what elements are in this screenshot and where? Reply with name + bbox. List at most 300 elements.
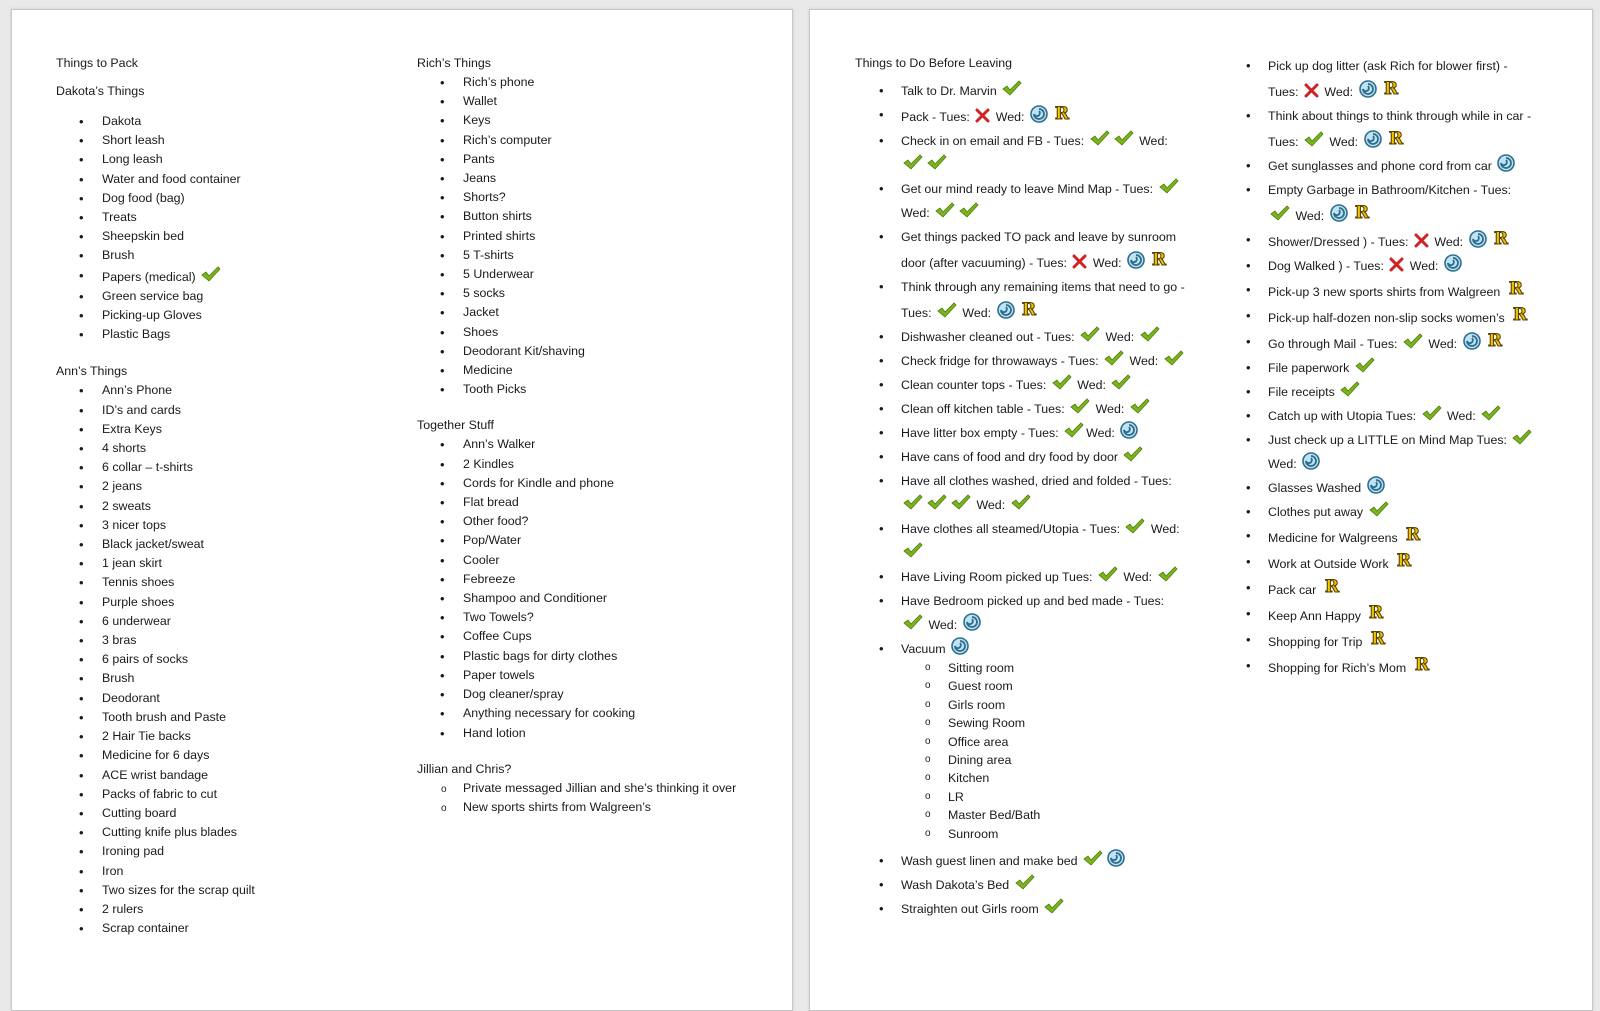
list-item	[56, 516, 376, 535]
list-item	[56, 804, 376, 823]
checkmark-icon	[903, 614, 923, 631]
todo-text: Wed:	[1320, 85, 1357, 99]
list-item	[417, 704, 747, 723]
red-x-icon	[975, 108, 990, 123]
list-item	[417, 111, 747, 130]
list-item	[417, 435, 747, 454]
todo-item	[1222, 476, 1537, 500]
todo-text: Wed:	[1126, 354, 1162, 368]
checkmark-icon	[927, 154, 947, 171]
item-text: Deodorant Kit/shaving	[463, 343, 585, 358]
blue-swirl-icon	[1444, 254, 1462, 272]
checkmark-icon	[903, 154, 923, 171]
list-item	[56, 862, 376, 881]
checkmark-icon	[1158, 566, 1178, 583]
item-text: Medicine for 6 days	[102, 748, 210, 763]
checkmark-icon	[927, 494, 947, 511]
list-item	[417, 227, 747, 246]
item-text: ACE wrist bandage	[102, 767, 209, 782]
todo-text: Think through any remaining items that need to go - Tues:	[901, 280, 1185, 320]
item-text: Extra Keys	[102, 421, 162, 436]
todo-text: Clean counter tops - Tues:	[901, 378, 1050, 392]
list-item	[56, 477, 376, 496]
blue-swirl-icon	[1469, 230, 1487, 248]
list-item	[56, 420, 376, 439]
list-item	[417, 380, 747, 399]
list-item	[56, 497, 376, 516]
item-text: Rich’s phone	[463, 75, 535, 89]
item-text: Shorts?	[463, 190, 506, 205]
item-text: New sports shirts from Walgreen’s	[463, 799, 651, 814]
list-item	[417, 570, 747, 589]
blue-swirl-icon	[1364, 130, 1382, 148]
rich-r-icon	[1052, 103, 1072, 123]
todo-item	[1222, 254, 1537, 278]
item-text: Sheepskin bed	[102, 229, 184, 244]
item-text: 4 shorts	[102, 441, 147, 456]
list-item	[56, 401, 376, 420]
todo-text: Dishwasher cleaned out - Tues:	[901, 330, 1079, 344]
todo-text: Have clothes all steamed/Utopia - Tues:	[901, 522, 1124, 536]
list-item	[417, 493, 747, 512]
checkmark-icon	[1270, 205, 1290, 222]
item-text: Brush	[102, 671, 135, 686]
todo-item	[855, 275, 1190, 325]
svg-text:R: R	[1021, 300, 1036, 319]
svg-text:R: R	[1508, 279, 1523, 298]
rich-r-icon	[1149, 249, 1169, 269]
item-text: 3 bras	[102, 633, 137, 648]
list-item	[56, 727, 376, 746]
blue-swirl-icon	[1030, 105, 1048, 123]
list-item	[417, 589, 747, 608]
list-item	[56, 650, 376, 669]
todo-list-2	[1222, 54, 1537, 680]
todo-item	[1222, 428, 1537, 476]
todo-item	[1222, 154, 1537, 178]
todo-item	[1222, 654, 1537, 680]
todo-text: Wed:	[1406, 259, 1442, 273]
list-item	[417, 455, 747, 474]
item-text: Green service bag	[102, 288, 204, 303]
todo-text: Have litter box empty - Tues:	[901, 426, 1063, 440]
checkmark-icon	[1369, 501, 1389, 518]
checkmark-icon	[1159, 178, 1179, 195]
checkmark-icon	[1070, 398, 1090, 415]
item-text: Ann’s Walker	[463, 437, 536, 452]
item-text: Cooler	[463, 552, 500, 567]
checkmark-icon	[1123, 446, 1143, 463]
jillian-heading: Jillian and Chris?	[417, 761, 512, 776]
item-text: Picking-up Gloves	[102, 308, 202, 323]
todo-text: File receipts	[1268, 385, 1339, 399]
todo-text: Check in on email and FB - Tues:	[901, 134, 1088, 148]
todo-text: Get our mind ready to leave Mind Map - Tues:	[901, 182, 1157, 196]
list-item	[417, 303, 747, 322]
list-item	[56, 593, 376, 612]
red-x-icon	[1414, 233, 1429, 248]
todo-text: Wed:	[1089, 256, 1126, 270]
item-text: Tooth Picks	[463, 382, 527, 397]
item-text: 5 T-shirts	[463, 247, 514, 262]
checkmark-icon	[1002, 80, 1022, 97]
checkmark-icon	[1340, 381, 1360, 398]
checkmark-icon	[1164, 350, 1184, 367]
todo-item	[855, 79, 1190, 103]
checkmark-icon	[1080, 326, 1100, 343]
list-item	[56, 573, 376, 592]
todo-item	[1222, 304, 1537, 330]
checkmark-icon	[1512, 429, 1532, 446]
rich-r-icon	[1381, 78, 1401, 98]
blue-swirl-icon	[1127, 251, 1145, 269]
blue-swirl-icon	[1367, 476, 1385, 494]
rich-r-icon	[1485, 330, 1505, 350]
item-text: Short leash	[102, 133, 165, 148]
item-text: Packs of fabric to cut	[102, 786, 218, 801]
item-text: Iron	[102, 863, 124, 878]
todo-text: Pack car	[1268, 583, 1320, 597]
list-item	[417, 284, 747, 303]
checkmark-icon	[1090, 130, 1110, 147]
list-item	[56, 881, 376, 900]
svg-text:R: R	[1414, 655, 1429, 674]
todo-item	[855, 325, 1190, 349]
checkmark-icon	[1064, 422, 1084, 439]
svg-text:R: R	[1151, 250, 1167, 269]
item-text: 1 jean skirt	[102, 556, 162, 571]
todo-item	[855, 849, 1190, 873]
todo-item	[855, 637, 1190, 843]
rich-r-icon	[1368, 628, 1388, 648]
list-item	[56, 535, 376, 554]
checkmark-icon	[937, 302, 957, 319]
room-item: o Office area	[901, 733, 1190, 751]
checkmark-icon	[959, 202, 979, 219]
item-text: Deodorant	[102, 690, 160, 705]
checkmark-icon	[201, 266, 221, 283]
list-item	[417, 73, 747, 92]
blue-swirl-icon	[1120, 421, 1138, 439]
todo-text: Wed:	[1424, 337, 1461, 351]
list-item	[417, 798, 747, 817]
list-item	[56, 170, 376, 189]
item-text: Medicine	[463, 363, 513, 378]
todo-item	[1222, 228, 1537, 254]
rich-list	[417, 73, 747, 399]
todo-item	[855, 103, 1190, 129]
room-item: o Guest room	[901, 677, 1190, 695]
item-text: 2 Hair Tie backs	[102, 729, 191, 744]
left-column-2	[417, 54, 747, 817]
dakota-list	[56, 112, 376, 344]
todo-text: File paperwork	[1268, 361, 1353, 375]
item-text: 5 socks	[463, 286, 506, 301]
list-item	[56, 631, 376, 650]
things-to-do-title: Things to Do Before Leaving	[855, 56, 1013, 70]
todo-text: Wed:	[1135, 134, 1168, 148]
todo-text: Empty Garbage in Bathroom/Kitchen - Tues:	[1268, 183, 1512, 197]
todo-text: Wash Dakota’s Bed	[901, 878, 1013, 893]
rich-r-icon	[1506, 278, 1526, 298]
todo-text: Wed:	[1092, 402, 1128, 416]
item-text: Pants	[463, 151, 495, 166]
svg-text:R: R	[1493, 229, 1508, 248]
checkmark-icon	[1044, 898, 1064, 915]
list-item	[417, 647, 747, 666]
todo-item	[1222, 628, 1537, 654]
item-text: Flat bread	[463, 495, 519, 510]
checkmark-icon	[935, 202, 955, 219]
todo-text: Wed:	[1443, 409, 1480, 423]
todo-text: Wed:	[1325, 135, 1362, 149]
todo-text: Clean off kitchen table - Tues:	[901, 402, 1069, 416]
checkmark-icon	[1403, 333, 1423, 350]
rich-r-icon	[1352, 202, 1372, 222]
dakota-heading: Dakota’s Things	[56, 84, 145, 98]
item-text: Febreeze	[463, 571, 516, 586]
item-text: Two Towels?	[463, 610, 534, 625]
item-text: Shoes	[463, 324, 499, 339]
checkmark-icon	[1140, 326, 1160, 343]
item-text: Cords for Kindle and phone	[463, 475, 614, 490]
item-text: Other food?	[463, 514, 529, 529]
blue-swirl-icon	[1107, 849, 1125, 867]
list-item	[417, 608, 747, 627]
list-item	[56, 266, 376, 287]
list-item	[56, 554, 376, 573]
checkmark-icon	[1083, 850, 1103, 867]
rich-r-icon	[1386, 128, 1406, 148]
checkmark-icon	[1104, 350, 1124, 367]
todo-item	[855, 225, 1190, 275]
list-item	[56, 689, 376, 708]
todo-text: Think about things to think through while in car - Tues:	[1268, 109, 1532, 149]
todo-text: Talk to Dr. Marvin	[901, 84, 1001, 98]
todo-text: Catch up with Utopia Tues:	[1268, 409, 1420, 423]
todo-text: Straighten out Girls room	[901, 902, 1043, 917]
todo-text: Pick-up half-dozen non-slip socks women’s	[1268, 311, 1509, 325]
list-item	[417, 551, 747, 570]
checkmark-icon	[903, 494, 923, 511]
item-text: Two sizes for the scrap quilt	[102, 882, 255, 897]
todo-text: Wed:	[1086, 426, 1119, 440]
item-text: Brush	[102, 248, 135, 263]
list-item	[56, 919, 376, 938]
ann-list	[56, 381, 376, 938]
svg-text:R: R	[1370, 629, 1385, 648]
item-text: Ann’s Phone	[102, 383, 173, 398]
list-item	[56, 189, 376, 208]
list-item	[56, 439, 376, 458]
item-text: Cutting knife plus blades	[102, 825, 238, 840]
todo-text: Wash guest linen and make bed	[901, 854, 1082, 869]
todo-text: Dog Walked ) - Tues:	[1268, 259, 1388, 273]
item-text: 2 rulers	[102, 901, 144, 916]
todo-text: Have Living Room picked up Tues:	[901, 570, 1096, 584]
rich-r-icon	[1412, 654, 1432, 674]
item-text: Treats	[102, 210, 137, 225]
todo-text: Clothes put away	[1268, 505, 1367, 519]
item-text: 2 sweats	[102, 498, 151, 513]
item-text: 6 underwear	[102, 613, 171, 628]
checkmark-icon	[1011, 494, 1031, 511]
item-text: Keys	[463, 113, 491, 128]
todo-item	[855, 469, 1190, 517]
list-item	[417, 323, 747, 342]
right-column-2	[1222, 54, 1537, 680]
todo-text: Wed:	[992, 110, 1028, 124]
room-item: o Dining area	[901, 751, 1190, 769]
checkmark-icon	[1015, 874, 1035, 891]
todo-item	[1222, 330, 1537, 356]
together-list	[417, 435, 747, 742]
room-item: o Sitting room	[901, 659, 1190, 677]
todo-item	[855, 129, 1190, 177]
todo-item	[1222, 104, 1537, 154]
item-text: Rich’s computer	[463, 132, 552, 147]
todo-item	[1222, 380, 1537, 404]
todo-item	[1222, 178, 1537, 228]
rich-heading: Rich’s Things	[417, 56, 491, 70]
rich-r-icon	[1491, 228, 1511, 248]
item-text: Dog food (bag)	[102, 190, 185, 205]
todo-text: Wed:	[925, 618, 961, 632]
todo-text: Shopping for Rich’s Mom	[1268, 661, 1410, 675]
item-text: Paper towels	[463, 667, 535, 682]
list-item	[56, 208, 376, 227]
list-item	[56, 842, 376, 861]
item-text: Black jacket/sweat	[102, 537, 204, 552]
todo-text: Wed:	[1119, 570, 1156, 584]
list-item	[417, 474, 747, 493]
checkmark-icon	[1481, 405, 1501, 422]
room-item: o Sunroom	[901, 825, 1190, 843]
list-item	[417, 342, 747, 361]
todo-item	[855, 873, 1190, 897]
list-item	[56, 227, 376, 246]
rich-r-icon	[1394, 550, 1414, 570]
item-text: Tooth brush and Paste	[102, 709, 226, 724]
list-item	[56, 458, 376, 477]
todo-item	[855, 373, 1190, 397]
item-text: Jacket	[463, 305, 499, 320]
todo-text: Wed:	[973, 498, 1009, 512]
blue-swirl-icon	[951, 637, 969, 655]
room-item: o Kitchen	[901, 769, 1190, 787]
red-x-icon	[1304, 83, 1319, 98]
list-item	[417, 666, 747, 685]
item-text: 2 Kindles	[463, 456, 514, 471]
list-item	[56, 325, 376, 344]
list-item	[417, 512, 747, 531]
todo-text: Wed:	[1292, 209, 1328, 223]
todo-text: Get things packed TO pack and leave by sunroom door (after vacuuming) - Tues:	[901, 230, 1177, 270]
todo-item	[1222, 500, 1537, 524]
list-item	[56, 823, 376, 842]
svg-text:R: R	[1406, 525, 1421, 544]
blue-swirl-icon	[1463, 332, 1481, 350]
todo-item	[1222, 524, 1537, 550]
list-item	[417, 685, 747, 704]
blue-swirl-icon	[1302, 452, 1320, 470]
item-text: ID’s and cards	[102, 402, 181, 417]
todo-text: Wed:	[1147, 522, 1180, 536]
checkmark-icon	[1125, 518, 1145, 535]
list-item	[417, 265, 747, 284]
item-text: Plastic Bags	[102, 327, 171, 342]
todo-text: Have all clothes washed, dried and folded - Tues:	[901, 474, 1172, 488]
item-text: Plastic bags for dirty clothes	[463, 648, 618, 663]
left-page	[11, 9, 793, 1011]
item-text: Printed shirts	[463, 228, 536, 243]
blue-swirl-icon	[963, 613, 981, 631]
todo-item	[855, 565, 1190, 589]
item-text: Hand lotion	[463, 725, 526, 740]
blue-swirl-icon	[1497, 154, 1515, 172]
item-text: Long leash	[102, 152, 163, 167]
todo-text: Have Bedroom picked up and bed made - Tues:	[901, 594, 1165, 608]
todo-text: Have cans of food and dry food by door	[901, 450, 1122, 464]
svg-text:R: R	[1388, 129, 1403, 148]
item-text: Button shirts	[463, 209, 532, 224]
todo-item	[1222, 602, 1537, 628]
todo-text: Pack - Tues:	[901, 110, 974, 124]
svg-text:R: R	[1354, 203, 1369, 222]
vacuum-rooms-list	[901, 659, 1190, 843]
todo-text: Medicine for Walgreens	[1268, 531, 1402, 545]
list-item	[417, 531, 747, 550]
list-item	[56, 150, 376, 169]
list-item	[417, 627, 747, 646]
list-item	[56, 785, 376, 804]
list-item	[417, 779, 747, 798]
todo-text: Wed:	[1430, 235, 1467, 249]
list-item	[56, 112, 376, 131]
blue-swirl-icon	[1359, 80, 1377, 98]
svg-text:R: R	[1513, 305, 1528, 324]
ann-heading: Ann’s Things	[56, 364, 128, 379]
room-item: o Master Bed/Bath	[901, 806, 1190, 824]
room-item: o Sewing Room	[901, 714, 1190, 732]
item-text: Shampoo and Conditioner	[463, 591, 607, 606]
jillian-list	[417, 779, 747, 817]
rich-r-icon	[1510, 304, 1530, 324]
todo-text: Wed:	[958, 306, 995, 320]
todo-item	[855, 517, 1190, 565]
svg-text:R: R	[1397, 551, 1412, 570]
todo-item	[1222, 278, 1537, 304]
list-item	[417, 207, 747, 226]
left-column-1	[56, 54, 376, 938]
list-item	[56, 246, 376, 265]
item-text: Wallet	[463, 94, 497, 109]
list-item	[56, 612, 376, 631]
list-item	[417, 92, 747, 111]
todo-text: Just check up a LITTLE on Mind Map Tues:	[1268, 433, 1511, 447]
right-column-1	[855, 54, 1190, 921]
list-item	[56, 381, 376, 400]
item-text: Ironing pad	[102, 844, 165, 859]
todo-text: Keep Ann Happy	[1268, 609, 1365, 623]
todo-text: Vacuum	[901, 642, 949, 656]
list-item	[417, 131, 747, 150]
list-item	[56, 746, 376, 765]
checkmark-icon	[1098, 566, 1118, 583]
item-text: Private messaged Jillian and she’s thinking it over	[463, 780, 737, 795]
list-item	[56, 131, 376, 150]
todo-item	[855, 349, 1190, 373]
